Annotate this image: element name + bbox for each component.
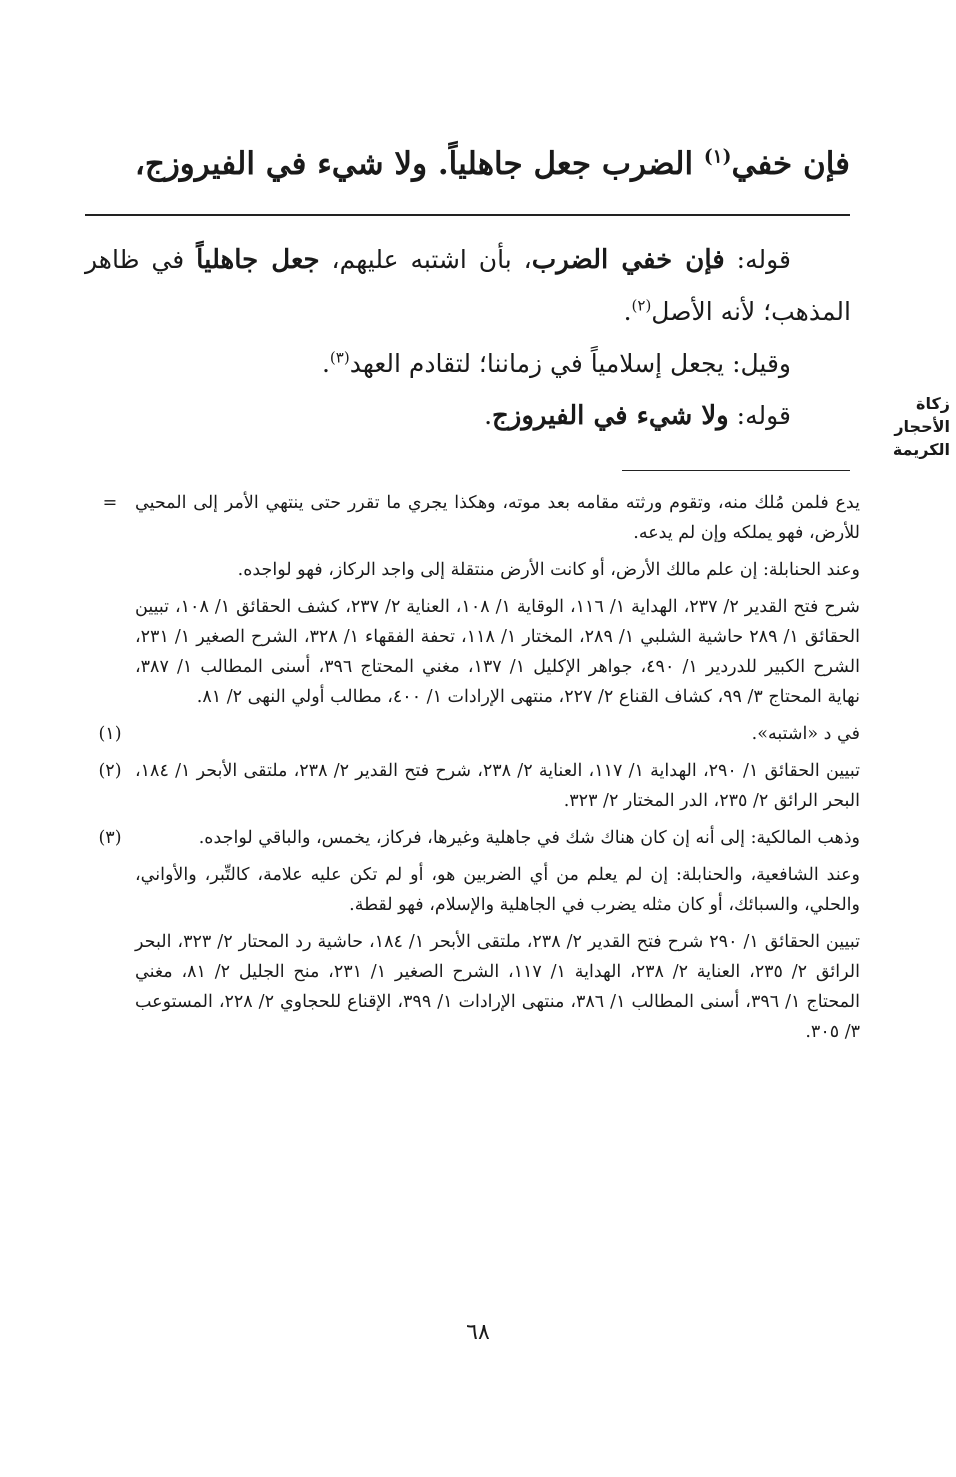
- footnote-number: =: [102, 493, 118, 513]
- footnote-paragraph: وذهب المالكية: إلى أنه إن كان هناك شك في جاهلية وغيرها، فركاز، يخمس، والباقي لواجده.: [198, 828, 860, 848]
- footnote-ref-3[interactable]: (٣): [329, 348, 350, 367]
- footnote-number: (٢): [98, 761, 122, 781]
- footnote-paragraph: يدع فلمن مُلك منه، وتقوم ورثته مقامه بعد موته، وهكذا يجري ما تقرر حتى ينتهي الأمر إلى المحيي للأرض، فهو يملكه وإن لم يدعه.: [135, 493, 860, 543]
- matn-divider: [85, 214, 850, 216]
- margin-topic-note: [864, 392, 950, 461]
- commentary-text: قوله:: [728, 401, 791, 430]
- quoted-matn: فإن خفي الضرب: [531, 245, 725, 275]
- footnote-paragraph: تبيين الحقائق ١/ ٢٩٠ شرح فتح القدير ٢/ ٢٣٨، ملتقى الأبحر ١/ ١٨٤، حاشية رد المحتار ٢/ ٣٢٣، البحر الرائق ٢/ ٢٣٥، العناية ٢/ ٢٣٨، الهداية ١/ ١١٧، الشرح الصغير ١/ ٢٣١، منح الجليل ٢/ ٨١، مغني المحتاج ١/ ٣٩٦، أسنى المطالب ١/ ٣٨٦، منتهى الإرادات ١/ ٣٩٩، الإقناع للحجاوي ٢/ ٢٢٨، المستوعب ٣/ ٣٠٥.: [135, 932, 860, 1042]
- footnote-paragraph: تبيين الحقائق ١/ ٢٩٠، الهداية ١/ ١١٧، العناية ٢/ ٢٣٨، شرح فتح القدير ٢/ ٢٣٨، ملتقى الأبحر ١/ ١٨٤، البحر الرائق ٢/ ٢٣٥، الدر المختار ٢/ ٣٢٣.: [135, 761, 860, 811]
- quoted-matn: جعل جاهلياً: [196, 245, 320, 275]
- commentary-text: قوله:: [724, 245, 791, 274]
- footnote-number: (١): [98, 724, 122, 744]
- commentary-paragraph-2: [85, 338, 851, 390]
- margin-note-line: الكريمة: [892, 440, 950, 459]
- page-number: ٦٨: [466, 1320, 490, 1345]
- footnote-divider: [622, 470, 850, 471]
- commentary-paragraph-1: [85, 234, 851, 338]
- footnote-paragraph: في د «اشتبه».: [751, 724, 860, 744]
- footnotes: [85, 488, 860, 1054]
- matn-part-2: الضرب جعل جاهلياً. ولا شيء في الفيروزج،: [134, 146, 704, 182]
- commentary-text: .: [321, 349, 330, 378]
- matn-part-1: فإن خفي: [731, 146, 850, 182]
- footnote-paragraph: وعند الحنابلة: إن علم مالك الأرض، أو كانت الأرض منتقلة إلى واجد الركاز، فهو لواجده.: [237, 560, 860, 580]
- margin-note-line: زكاة: [916, 394, 950, 413]
- commentary-text: .: [623, 297, 632, 326]
- commentary-text: .: [484, 401, 493, 430]
- footnote-ref-1[interactable]: (١): [703, 146, 732, 168]
- footnote-paragraph: شرح فتح القدير ٢/ ٢٣٧، الهداية ١/ ١١٦، الوقاية ١/ ١٠٨، العناية ٢/ ٢٣٧، كشف الحقائق ١/ ١٠٨، تبيين الحقائق ١/ ٢٨٩ حاشية الشلبي ١/ ٢٨٩، المختار ١/ ١١٨، تحفة الفقهاء ١/ ٣٢٨، الشرح الصغير ١/ ٢٣١، الشرح الكبير للدردير ١/ ٤٩٠، جواهر الإكليل ١/ ١٣٧، مغني المحتاج ٣٩٦، أسنى المطالب ١/ ٣٨٧، نهاية المحتاج ٣/ ٩٩، كشاف القناع ٢/ ٢٢٧، منتهى الإرادات ١/ ٤٠٠، مطالب أولي النهى ٢/ ٨١.: [135, 597, 860, 707]
- main-text-heading: [134, 140, 850, 188]
- commentary: [85, 234, 851, 442]
- footnote-paragraph: وعند الشافعية، والحنابلة: إن لم يعلم من أي الضربين هو، أو لم تكن عليه علامة، كالتِّبر، والأواني، والحلي، والسبائك، أو كان مثله يضرب في الجاهلية والإسلام، فهو لقطة.: [135, 865, 860, 915]
- quoted-matn: ولا شيء في الفيروزج: [492, 401, 729, 431]
- margin-note-line: الأحجار: [894, 417, 950, 436]
- footnote-2: [85, 756, 860, 823]
- commentary-text: ، بأن اشتبه عليهم،: [319, 245, 532, 274]
- footnote-3: [85, 823, 860, 1054]
- commentary-paragraph-3: [85, 390, 851, 442]
- footnote-ref-2[interactable]: (٢): [631, 296, 652, 315]
- footnote-1: [85, 719, 860, 756]
- commentary-text: في ظاهر المذهب؛ لأنه الأصل: [85, 245, 851, 326]
- footnote-continued: [85, 488, 860, 719]
- footnote-number: (٣): [98, 828, 122, 848]
- commentary-text: وقيل: يجعل إسلامياً في زماننا؛ لتقادم العهد: [349, 349, 791, 378]
